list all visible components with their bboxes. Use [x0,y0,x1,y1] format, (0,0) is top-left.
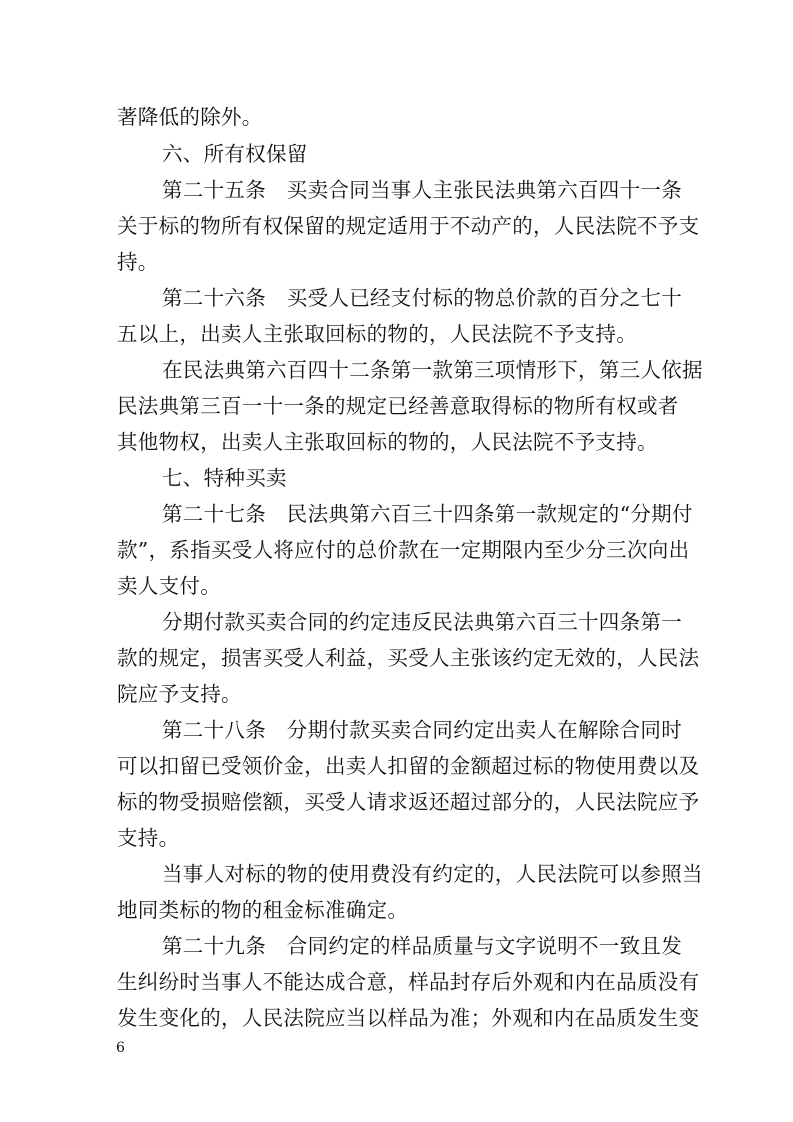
section-heading: 六、所有权保留 [162,142,308,166]
text-line: 卖人支付。 [117,574,221,598]
text-line: 生纠纷时当事人不能达成合意，样品封存后外观和内在品质没有 [117,970,700,994]
text-line: 发生变化的，人民法院应当以样品为准；外观和内在品质发生变 [117,1006,700,1030]
text-line: 支持。 [117,826,180,850]
page-number: 6 [116,1040,125,1056]
text-line: 款”，系指买受人将应付的总价款在一定期限内至少分三次向出 [117,538,690,562]
text-line: 款的规定，损害买受人利益，买受人主张该约定无效的，人民法 [117,646,700,670]
paragraph-line: 在民法典第六百四十二条第一款第三项情形下，第三人依据 [162,358,703,382]
text-line: 持。 [117,250,159,274]
text-line: 民法典第三百一十一条的规定已经善意取得标的物所有权或者 [117,394,679,418]
paragraph-line: 分期付款买卖合同的约定违反民法典第六百三十四条第一 [162,610,682,634]
paragraph-line: 当事人对标的物的使用费没有约定的，人民法院可以参照当 [162,862,703,886]
article-line: 第二十五条 买卖合同当事人主张民法典第六百四十一条 [162,178,682,202]
article-line: 第二十六条 买受人已经支付标的物总价款的百分之七十 [162,286,682,310]
text-line: 其他物权，出卖人主张取回标的物的，人民法院不予支持。 [117,430,658,454]
text-line: 著降低的除外。 [117,105,263,129]
text-line: 地同类标的物的租金标准确定。 [117,898,409,922]
article-line: 第二十八条 分期付款买卖合同约定出卖人在解除合同时 [162,718,682,742]
article-line: 第二十九条 合同约定的样品质量与文字说明不一致且发 [162,934,682,958]
text-line: 五以上，出卖人主张取回标的物的，人民法院不予支持。 [117,322,637,346]
text-line: 院应予支持。 [117,682,242,706]
text-line: 关于标的物所有权保留的规定适用于不动产的，人民法院不予支 [117,214,700,238]
text-line: 标的物受损赔偿额，买受人请求返还超过部分的，人民法院应予 [117,790,700,814]
article-line: 第二十七条 民法典第六百三十四条第一款规定的“分期付 [162,502,693,526]
section-heading: 七、特种买卖 [162,466,287,490]
text-line: 可以扣留已受领价金，出卖人扣留的金额超过标的物使用费以及 [117,754,700,778]
